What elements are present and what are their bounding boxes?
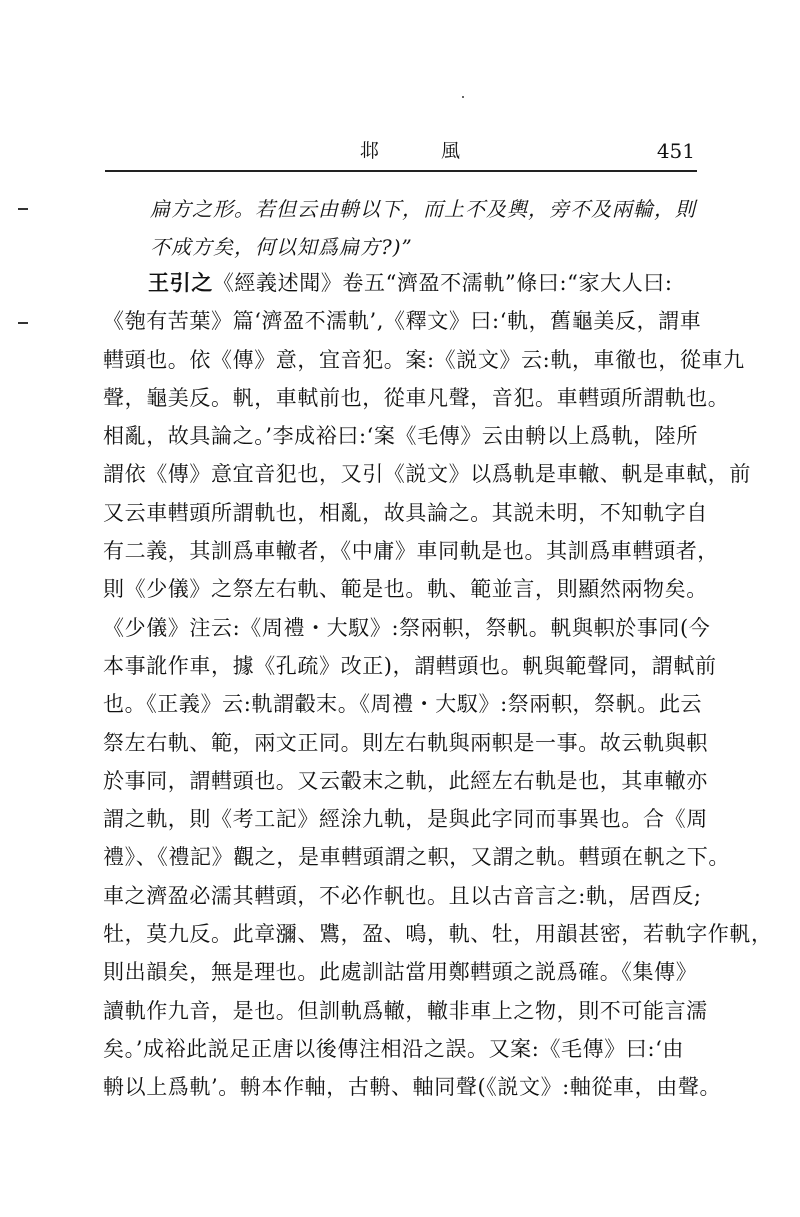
- body-line: 有二義，其訓爲車轍者，《中庸》車同軌是也。其訓爲車轊頭者，: [103, 539, 719, 564]
- body-line: 則《少儀》之祭左右軌、範是也。軌、範並言，則顯然兩物矣。: [103, 577, 708, 602]
- page-number: 451: [656, 139, 695, 163]
- body-line: 輈以上爲軌’。輈本作軸，古輈、軸同聲(《説文》:軸從車，由聲。: [103, 1075, 722, 1100]
- body-text: [103, 264, 773, 1107]
- body-line: 本事訛作車，據《孔疏》改正)，謂轊頭也。軓與範聲同，謂軾前: [103, 653, 717, 678]
- body-line: 相亂，故具論之。’李成裕曰:‘案《毛傳》云由輈以上爲軌，陸所: [103, 424, 698, 449]
- body-line: 又云車轊頭所謂軌也，相亂，故具論之。其説未明，不知軌字自: [103, 500, 708, 525]
- quote-block: [150, 190, 698, 266]
- body-line: 牡，莫九反。此章瀰、鷕，盈、鳴，軌、牡，用韻甚密，若軌字作軓，: [103, 922, 773, 947]
- body-line: 謂依《傳》意宜音犯也，又引《説文》以爲軌是車轍、軓是車軾，前: [103, 462, 751, 487]
- margin-mark: [18, 322, 28, 324]
- header-rule: [105, 170, 697, 172]
- running-title: 邶 風: [360, 140, 489, 162]
- body-line-first: [103, 264, 699, 302]
- body-line: 矣。’成裕此説足正唐以後傳注相沿之誤。又案:《毛傳》曰:‘由: [103, 1036, 684, 1061]
- quote-line: 扁方之形。若但云由輈以下，而上不及輿，旁不及兩輪，則: [150, 197, 696, 221]
- body-line: 車之濟盈必濡其轊頭，不必作軓也。且以古音言之:軌，居酉反;: [103, 883, 702, 908]
- scan-speck: [462, 96, 464, 98]
- first-line-text: 《經義述聞》卷五“濟盈不濡軌”條曰:“家大人曰:: [212, 271, 673, 295]
- body-line: 聲，龜美反。軓，車軾前也，從車凡聲，音犯。車轊頭所謂軌也。: [103, 385, 730, 410]
- quote-line: 不成方矣，何以知爲扁方?)”: [150, 235, 413, 259]
- body-line: 謂之軌，則《考工記》經涂九軌，是與此字同而事異也。合《周: [103, 807, 708, 832]
- body-line: 也。《正義》云:軌謂轂末。《周禮・大馭》:祭兩軹，祭軓。此云: [103, 692, 703, 717]
- body-line: 於事同，謂轊頭也。又云轂末之軌，此經左右軌是也，其車轍亦: [103, 768, 708, 793]
- author-name: 王引之: [148, 270, 213, 295]
- body-line: 讀軌作九音，是也。但訓軌爲轍，轍非車上之物，則不可能言濡: [103, 998, 708, 1023]
- body-line: 祭左右軌、範，兩文正同。則左右軌與兩軹是一事。故云軌與軹: [103, 730, 708, 755]
- margin-mark: [18, 208, 28, 210]
- body-line: 禮》、《禮記》觀之，是車轊頭謂之軹，又謂之軌。轊頭在軓之下。: [103, 845, 730, 870]
- body-line: 《少儀》注云:《周禮・大馭》:祭兩軹，祭軓。軓與軹於事同(今: [103, 615, 711, 640]
- page-header: [105, 138, 695, 164]
- body-line: 則出韻矣，無是理也。此處訓詁當用鄭轊頭之説爲確。《集傳》: [103, 960, 698, 985]
- body-line: 《匏有苦葉》篇‘濟盈不濡軌’,《釋文》曰:‘軌，舊龜美反，謂車: [103, 309, 702, 334]
- body-line: 轊頭也。依《傳》意，宜音犯。案:《説文》云:軌，車徹也，從車九: [103, 347, 745, 372]
